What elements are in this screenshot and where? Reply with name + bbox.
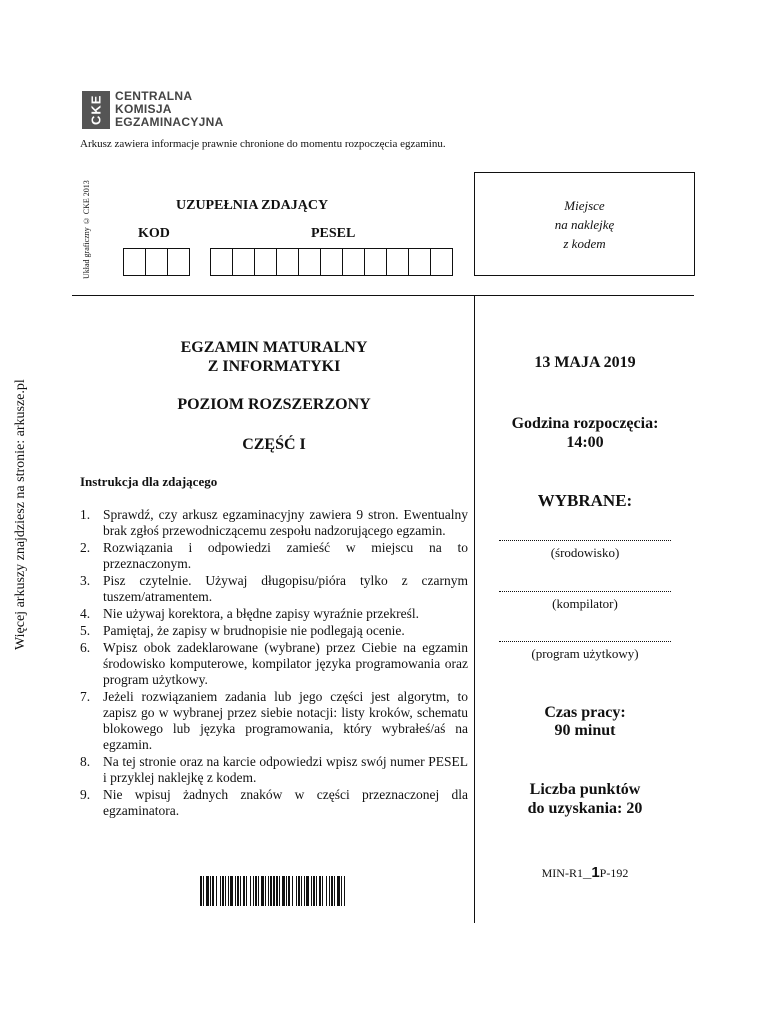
pesel-field[interactable] (211, 248, 453, 276)
instruction-text: Jeżeli rozwiązaniem zadania lub jego części jest algorytm, to zapisz go w wybranej przez siebie notacji: listy kroków, schematu blokowego lub języka programowania, który wybrałeś/aś na egzamin. (103, 689, 468, 752)
instruction-item (80, 787, 468, 819)
instruction-text: Rozwiązania i odpowiedzi zamieść w miejscu na to przeznaczonym. (103, 540, 468, 571)
instruction-text: Na tej stronie oraz na karcie odpowiedzi wpisz swój numer PESEL i przyklej naklejkę z kodem. (103, 754, 468, 785)
kod-box[interactable] (167, 248, 190, 276)
working-time (488, 704, 682, 740)
sticker-area (474, 172, 695, 276)
pesel-box[interactable] (254, 248, 277, 276)
cke-logo (82, 90, 224, 129)
instruction-number: 4. (80, 606, 91, 621)
exam-code-prefix: MIN-R1 (541, 866, 583, 880)
instruction-number: 8. (80, 754, 91, 769)
kod-box[interactable] (145, 248, 168, 276)
cke-logo-mark: CKE (82, 91, 110, 129)
exam-date: 13 MAJA 2019 (534, 354, 636, 371)
instructions-list (80, 507, 468, 820)
selected-heading: WYBRANE: (537, 491, 633, 510)
pesel-box[interactable] (232, 248, 255, 276)
max-points-line-1: Liczba punktów (529, 781, 641, 798)
instruction-number: 2. (80, 540, 91, 555)
instruction-number: 5. (80, 623, 91, 638)
instruction-text: Nie wpisuj żadnych znaków w części przeznaczonej dla egzaminatora. (103, 787, 468, 818)
instruction-number: 9. (80, 787, 91, 802)
sticker-line-1: Miejsce (564, 197, 605, 213)
pesel-box[interactable] (342, 248, 365, 276)
exam-title (80, 338, 468, 376)
exam-title-line-2: Z INFORMATYKI (207, 358, 341, 375)
cke-logo-text (115, 90, 224, 129)
pesel-label: PESEL (311, 226, 356, 241)
application-field[interactable] (499, 641, 671, 642)
exam-code-suffix: P-192 (599, 866, 629, 880)
instructions-heading: Instrukcja dla zdającego (80, 474, 218, 489)
logo-line-1: CENTRALNA (115, 89, 193, 103)
environment-label: (środowisko) (550, 545, 620, 560)
instruction-number: 1. (80, 507, 91, 522)
compiler-field[interactable] (499, 591, 671, 592)
candidate-fill-heading: UZUPEŁNIA ZDAJĄCY (176, 198, 329, 213)
instruction-item (80, 754, 468, 786)
exam-title-line-1: EGZAMIN MATURALNY (180, 339, 368, 356)
sticker-line-3: z kodem (563, 235, 606, 251)
instruction-text: Sprawdź, czy arkusz egzaminacyjny zawiera 9 stron. Ewentualny brak zgłoś przewodniczącemu zespołu nadzorującego egzamin. (103, 507, 468, 538)
instruction-item (80, 507, 468, 539)
instruction-item (80, 540, 468, 572)
working-time-value: 90 minut (554, 722, 616, 739)
copyright-note: Układ graficzny © CKE 2013 (82, 180, 91, 280)
instruction-text: Pamiętaj, że zapisy w brudnopisie nie podlegają ocenie. (103, 623, 405, 638)
instruction-item (80, 640, 468, 688)
exam-part: CZĘŚĆ I (242, 436, 306, 453)
sticker-line-2: na naklejkę (554, 216, 615, 232)
instruction-number: 3. (80, 573, 91, 588)
pesel-box[interactable] (276, 248, 299, 276)
instruction-item (80, 606, 468, 622)
max-points-line-2: do uzyskania: 20 (527, 800, 643, 817)
website-note: Więcej arkuszy znajdziesz na stronie: arkusze.pl (13, 379, 28, 651)
start-time-value: 14:00 (566, 434, 604, 451)
exam-code-mid: _1 (582, 864, 600, 881)
start-time (488, 414, 682, 452)
pesel-box[interactable] (320, 248, 343, 276)
instruction-number: 6. (80, 640, 91, 655)
application-label: (program użytkowy) (531, 646, 639, 661)
instruction-item (80, 689, 468, 753)
instruction-text: Wpisz obok zadeklarowane (wybrane) przez Ciebie na egzamin środowisko komputerowe, kompilator języka programowania oraz program użytkowy. (103, 640, 468, 687)
pesel-box[interactable] (210, 248, 233, 276)
instruction-item (80, 573, 468, 605)
horizontal-divider (72, 295, 694, 296)
logo-line-2: KOMISJA (115, 102, 172, 116)
kod-field[interactable] (124, 248, 190, 276)
instruction-text: Nie używaj korektora, a błędne zapisy wyraźnie przekreśl. (103, 606, 419, 621)
vertical-divider (474, 295, 475, 923)
pesel-box[interactable] (408, 248, 431, 276)
barcode (200, 876, 346, 906)
working-time-label: Czas pracy: (544, 704, 626, 721)
instruction-item (80, 623, 468, 639)
pesel-box[interactable] (364, 248, 387, 276)
confidentiality-notice: Arkusz zawiera informacje prawnie chronione do momentu rozpoczęcia egzaminu. (80, 138, 446, 150)
kod-label: KOD (138, 226, 170, 241)
environment-field[interactable] (499, 540, 671, 541)
pesel-box[interactable] (430, 248, 453, 276)
pesel-box[interactable] (386, 248, 409, 276)
logo-line-3: EGZAMINACYJNA (115, 115, 224, 129)
exam-level: POZIOM ROZSZERZONY (177, 396, 371, 413)
instruction-number: 7. (80, 689, 91, 704)
pesel-box[interactable] (298, 248, 321, 276)
exam-code (488, 864, 682, 881)
instruction-text: Pisz czytelnie. Używaj długopisu/pióra tylko z czarnym tuszem/atramentem. (103, 573, 468, 604)
compiler-label: (kompilator) (552, 596, 618, 611)
kod-box[interactable] (123, 248, 146, 276)
start-time-label: Godzina rozpoczęcia: (511, 415, 659, 432)
max-points (488, 780, 682, 818)
